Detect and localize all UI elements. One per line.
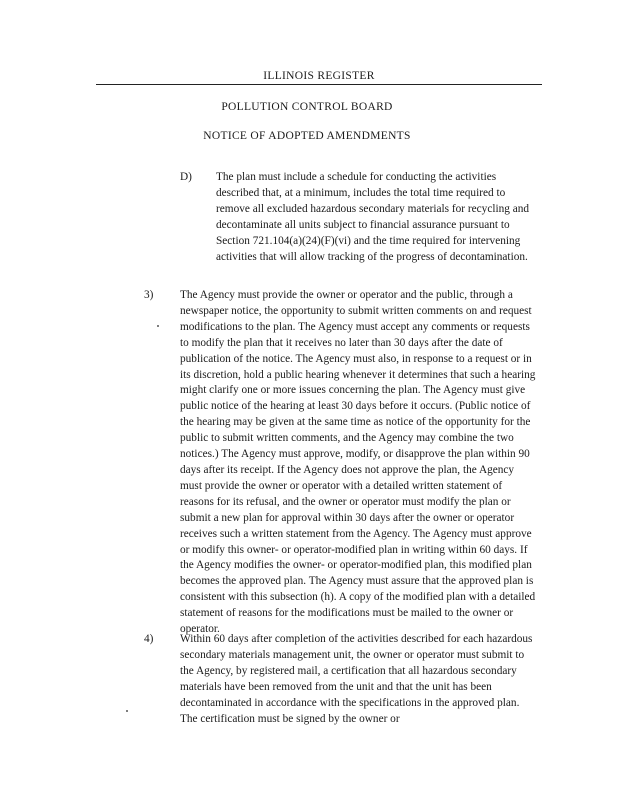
- register-heading: ILLINOIS REGISTER: [263, 70, 375, 82]
- scan-speck: [157, 325, 159, 327]
- item-marker: D): [180, 171, 192, 183]
- scan-speck: [126, 710, 128, 712]
- item-text: The Agency must provide the owner or operator and the public, through a newspaper notice, the opportunity to submit written comments on and request modifications to the plan. The Agency must accept any comments or requests to modify the plan that it receives no later than 30 days after the date of publication of the notice. The Agency must also, in response to a request or in its discretion, hold a public hearing whenever it determines that such a hearing might clarify one or more issues concerning the plan. The Agency must give public notice of the hearing at least 30 days before it occurs. (Public notice of the hearing may be given at the same time as notice of the opportunity for the public to submit written comments, and the Agency may combine the two notices.) The Agency must approve, modify, or disapprove the plan within 90 days after its receipt. If the Agency does not approve the plan, the Agency must provide the owner or operator with a detailed written statement of reasons for its refusal, and the owner or operator must modify the plan or submit a new plan for approval within 30 days after the owner or operator receives such a written statement from the Agency. The Agency must approve or modify this owner- or operator-modified plan in writing within 60 days. If the Agency modifies the owner- or operator-modified plan, this modified plan becomes the approved plan. The Agency must assure that the approved plan is consistent with this subsection (h). A copy of the modified plan with a detailed statement of reasons for the modifications must be mailed to the owner or operator.: [180, 289, 536, 636]
- item-text: The plan must include a schedule for conducting the activities described that, at a minimum, includes the total time required to remove all excluded hazardous secondary materials for recycling and decontaminate all units subject to financial assurance pursuant to Section 721.104(a)(24)(F)(vi) and the time required for intervening activities that will allow tracking of the progress of decontamination.: [216, 171, 530, 263]
- notice-heading: NOTICE OF ADOPTED AMENDMENTS: [203, 130, 411, 142]
- item-text: Within 60 days after completion of the activities described for each hazardous secondary materials management unit, the owner or operator must submit to the Agency, by registered mail, a certification that all hazardous secondary materials have been removed from the unit and that the unit has been decontaminated in accordance with the specifications in the approved plan. The certification must be signed by the owner or: [180, 633, 533, 725]
- item-marker: 3): [144, 289, 154, 301]
- board-heading: POLLUTION CONTROL BOARD: [221, 101, 393, 113]
- header-rule: [96, 84, 542, 85]
- item-marker: 4): [144, 633, 154, 645]
